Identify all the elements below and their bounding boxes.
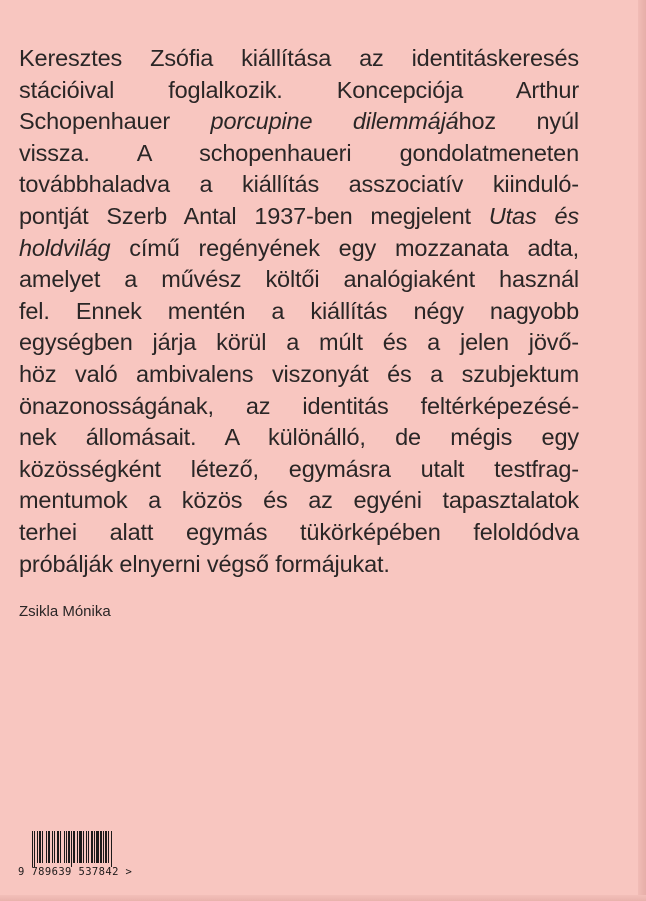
text-line xyxy=(19,391,579,423)
author-name: Zsikla Mónika xyxy=(19,603,111,620)
barcode-bar xyxy=(60,831,61,863)
text-line xyxy=(19,264,579,296)
text-line xyxy=(19,75,579,107)
barcode-bar xyxy=(103,831,104,863)
barcode-bar xyxy=(46,831,47,863)
isbn-barcode xyxy=(18,823,136,881)
barcode-bar xyxy=(86,831,87,863)
italic-title: porcupine dilemmájá xyxy=(210,108,459,135)
text-run: Schopenhauer xyxy=(19,108,211,135)
text-run: vissza. A schopenhaueri gondolatmeneten xyxy=(19,139,579,166)
cover-edge-right xyxy=(638,0,646,901)
text-run: höz való ambivalens viszonyát és a szubjektum xyxy=(19,360,579,387)
barcode-bar xyxy=(88,831,89,863)
barcode-bar xyxy=(32,831,33,867)
text-run: pontját Szerb Antal 1937-ben megjelent xyxy=(19,202,489,229)
barcode-bar xyxy=(83,831,84,863)
text-line xyxy=(19,296,579,328)
text-run: önazonosságának, az identitás feltérképezésé- xyxy=(19,392,579,419)
barcode-bar xyxy=(111,831,112,867)
text-run: továbbhaladva a kiállítás asszociatív kiinduló- xyxy=(19,171,579,198)
text-run: hoz nyúl xyxy=(458,108,579,135)
barcode-bar xyxy=(91,831,93,863)
barcode-bar xyxy=(68,831,70,863)
text-run: terhei alatt egymás tükörképében feloldódva xyxy=(19,518,579,545)
barcode-bar xyxy=(71,831,72,867)
text-run: Keresztes Zsófia kiállítása az identitáskeresés xyxy=(19,45,579,71)
text-line xyxy=(19,549,579,581)
barcode-bar xyxy=(73,831,75,863)
text-run: egységben járja körül a múlt és a jelen jövő- xyxy=(19,329,579,356)
cover-edge-bottom xyxy=(0,895,646,901)
barcode-bar xyxy=(100,831,102,863)
text-line xyxy=(19,485,579,517)
text-line xyxy=(19,233,579,265)
text-run: nek állomásait. A különálló, de mégis egy xyxy=(19,424,579,451)
text-run: közösségként létező, egymásra utalt testfrag- xyxy=(19,455,579,482)
text-run: próbálják elnyerni végső formájukat. xyxy=(19,550,390,577)
barcode-bar xyxy=(64,831,65,863)
text-line xyxy=(19,327,579,359)
description-paragraph xyxy=(19,43,579,580)
isbn-digits: 9 789639 537842 > xyxy=(18,866,133,878)
text-line xyxy=(19,43,579,75)
barcode-bar xyxy=(77,831,78,863)
barcode-bar xyxy=(52,831,53,863)
barcode-bar xyxy=(105,831,107,863)
text-line xyxy=(19,517,579,549)
barcode-bar xyxy=(48,831,50,863)
barcode-bar xyxy=(94,831,95,863)
text-line xyxy=(19,454,579,486)
text-run: stációival foglalkozik. Koncepciója Arthur xyxy=(19,76,579,103)
text-line xyxy=(19,201,579,233)
text-run: mentumok a közös és az egyéni tapasztalatok xyxy=(19,487,579,514)
text-line xyxy=(19,169,579,201)
text-line xyxy=(19,359,579,391)
barcode-bar xyxy=(66,831,67,863)
barcode-bar xyxy=(96,831,99,863)
italic-title: Utas és xyxy=(488,202,580,229)
italic-title: holdvilág xyxy=(19,234,111,261)
text-line xyxy=(19,422,579,454)
barcode-bar xyxy=(34,831,35,867)
barcode-bars xyxy=(32,831,132,867)
text-run: fel. Ennek mentén a kiállítás négy nagyobb xyxy=(19,297,579,324)
barcode-bar xyxy=(54,831,55,863)
barcode-bar xyxy=(57,831,59,863)
text-run: amelyet a művész költői analógiaként használ xyxy=(19,266,579,293)
barcode-bar xyxy=(39,831,41,863)
barcode-bar xyxy=(108,831,109,863)
barcode-bar xyxy=(79,831,82,863)
barcode-bar xyxy=(42,831,43,863)
text-run: című regényének egy mozzanata adta, xyxy=(110,234,579,261)
barcode-bar xyxy=(37,831,38,863)
text-line xyxy=(19,106,579,138)
text-line xyxy=(19,138,579,170)
